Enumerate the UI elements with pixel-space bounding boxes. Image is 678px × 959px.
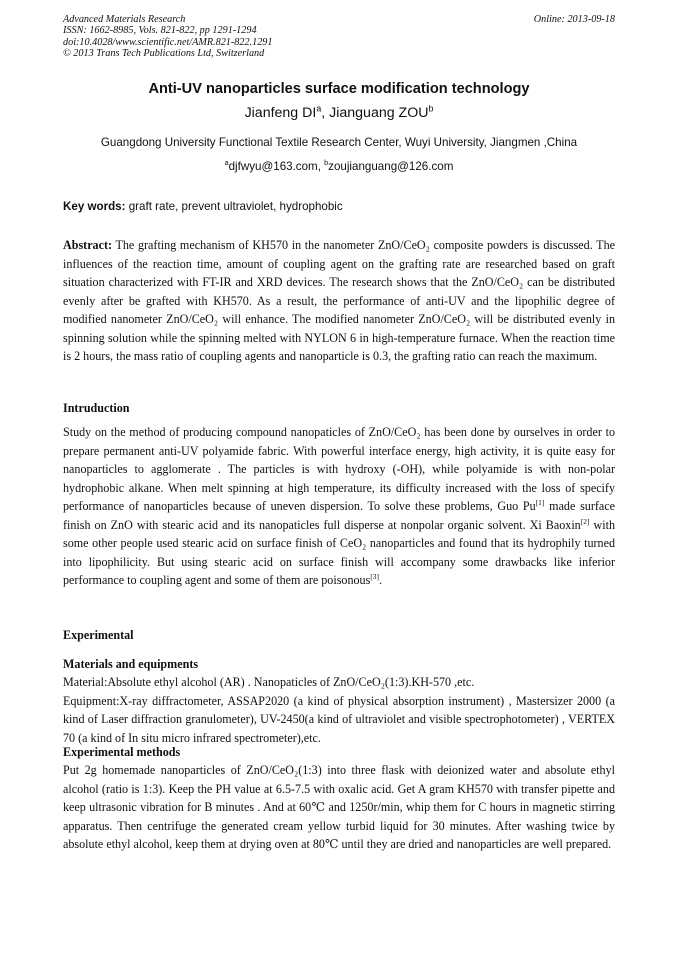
materials-line: Material:Absolute ethyl alcohol (AR) . Nanopaticles of ZnO/CeO₂(1:3).KH-570 ,etc.	[63, 675, 475, 689]
author-1: Jianfeng DI	[244, 105, 317, 121]
email-a: djfwyu@163.com,	[228, 160, 325, 173]
affiliation: Guangdong University Functional Textile Research Center, Wuyi University, Jiangmen ,China	[100, 136, 578, 149]
author-2: Jianguang ZOU	[329, 105, 429, 121]
keywords	[63, 200, 615, 213]
author-separator: ,	[321, 105, 330, 121]
section-heading-experimental: Experimental	[63, 628, 134, 642]
keywords-label: Key words:	[63, 200, 126, 213]
abstract	[63, 236, 615, 366]
abstract-label: Abstract:	[63, 238, 113, 252]
issn-line: ISSN: 1662-8985, Vols. 821-822, pp 1291-1294	[63, 25, 257, 37]
methods-text: Put 2g homemade nanoparticles of ZnO/CeO₂(1:3) into three flask with deionized water and absolute ethyl alcohol (ratio is 1:3). Keep the PH value at 6.5-7.5 with oxalic acid. Get A gram KH570 with transfer pipette and keep ultrasonic vibration for B minutes . And at 60℃ and 1250r/min, whip them for C hours in magnetic stirring apparatus. Then centrifuge the generated cream yellow turbid liquid for 30 minutes. After washing twice by absolute ethyl alcohol, keep them at drying oven at 80℃ until they are dried and nanoparticles are well prepared.	[63, 763, 615, 851]
intro-text-2: made surface finish on ZnO with stearic acid and its nanopaticles full disperse at nonpolar organic solvent. Xi Baoxin	[63, 499, 615, 532]
email-b: zoujianguang@126.com	[328, 160, 454, 173]
introduction-body	[63, 423, 615, 590]
email-a-mark: a	[224, 158, 229, 168]
intro-text-1: Study on the method of producing compound nanopaticles of ZnO/CeO₂ has been done by ourselves in order to prepare permanent anti-UV polyamide fabric. With powerful interface energy, high activity, it is quite easy for nanoparticles to agglomerate . The particles is with hydroxy (-OH), while polyamide is with non-polar hydrophobic alkane. When melt spinning at high temperature, its difficulty increased with the loss of specify performance of nanoparticles because of uneven dispersion. To solve these problems, Guo Pu	[63, 425, 615, 513]
author-2-affil-mark: b	[428, 103, 434, 114]
subheading-materials: Materials and equipments	[63, 657, 199, 671]
materials-body	[63, 673, 615, 747]
doi-line: doi:10.4028/www.scientific.net/AMR.821-822.1291	[63, 36, 273, 48]
citation-1: [1]	[535, 497, 545, 507]
section-heading-introduction: Intruduction	[63, 401, 130, 415]
subheading-methods: Experimental methods	[63, 745, 181, 759]
intro-text-3: with some other people used stearic acid on surface finish of CeO₂ nanoparticles and found that its hydrophily turned into lipophilicity. But using stearic acid on surface finish will accompany some drawbacks like inferior performance to coupling agent and some of them are poisonous	[63, 517, 615, 587]
author-1-affil-mark: a	[316, 103, 322, 114]
online-date: Online: 2013-09-18	[533, 14, 615, 25]
citation-2: [2]	[580, 516, 590, 526]
journal-header	[63, 14, 272, 60]
methods-body	[63, 761, 615, 854]
author-emails	[0, 160, 678, 173]
keywords-text: graft rate, prevent ultraviolet, hydrophobic	[125, 200, 343, 213]
journal-name: Advanced Materials Research	[63, 14, 186, 25]
paper-title: Anti-UV nanoparticles surface modification technology	[148, 81, 530, 97]
email-b-mark: b	[324, 158, 329, 168]
abstract-text: The grafting mechanism of KH570 in the nanometer ZnO/CeO₂ composite powders is discussed. The influences of the reaction time, amount of coupling agent on the grafting rate are researched based on graft situation characterized with FT-IR and XRD devices. The research shows that the ZnO/CeO₂ can be distributed evenly after be grafted with KH570. As a result, the performance of anti-UV and the lipophilic degree of modified nanometer ZnO/CeO₂ will enhance. The modified nanometer ZnO/CeO₂ will be distributed evenly in spinning solution while the spinning melted with NYLON 6 in high-temperature furnace. When the reaction time is 2 hours, the mass ratio of coupling agents and nanoparticle is 0.3, the grafting ratio can reach the maximum.	[63, 238, 615, 363]
citation-3: [3]	[370, 571, 380, 581]
equipment-line: Equipment:X-ray diffractometer, ASSAP2020 (a kind of physical absorption instrument) , Mastersizer 2000 (a kind of Laser diffraction granulometer), UV-2450(a kind of ultraviolet and visible spectrophotometer) , VERTEX 70 (a kind of In situ micro infrared spectrometer),etc.	[63, 693, 615, 745]
author-list	[0, 105, 678, 121]
copyright-line: © 2013 Trans Tech Publications Ltd, Switzerland	[63, 48, 265, 60]
intro-text-4: .	[379, 573, 383, 587]
